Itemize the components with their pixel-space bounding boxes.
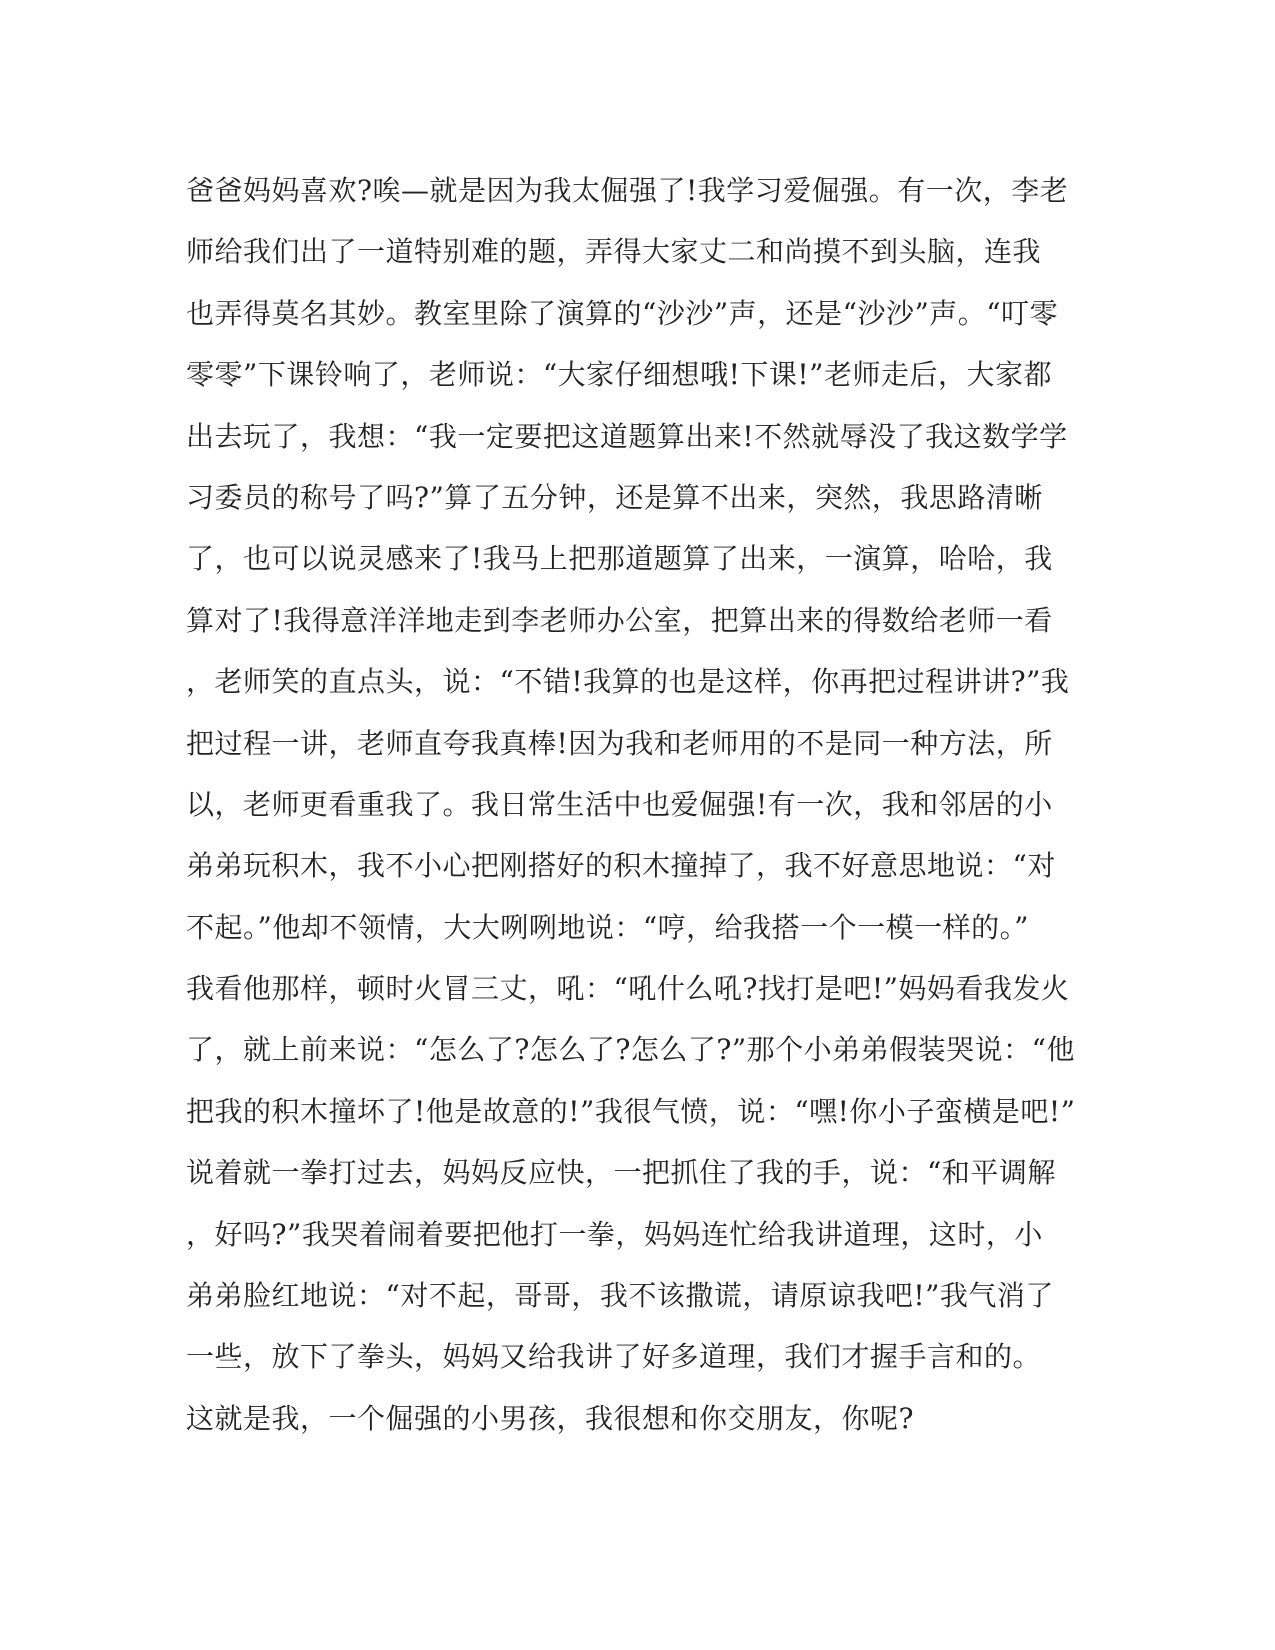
text-line: 也弄得莫名其妙。教室里除了演算的“沙沙”声，还是“沙沙”声。“叮零 <box>186 296 1059 330</box>
text-line: 弟弟脸红地说：“对不起，哥哥，我不该撒谎，请原谅我吧!”我气消了 <box>186 1279 1054 1313</box>
text-line: ，老师笑的直点头，说：“不错!我算的也是这样，你再把过程讲讲?”我 <box>186 665 1070 699</box>
text-line: 不起。”他却不领情，大大咧咧地说：“哼，给我搭一个一模一样的。” <box>186 910 1029 944</box>
text-line: 以，老师更看重我了。我日常生活中也爱倔强!有一次，我和邻居的小 <box>186 787 1053 821</box>
text-line: 一些，放下了拳头，妈妈又给我讲了好多道理，我们才握手言和的。 <box>186 1340 1042 1374</box>
text-line: 把过程一讲，老师直夸我真棒!因为我和老师用的不是同一种方法，所 <box>186 726 1053 760</box>
text-line: 把我的积木撞坏了!他是故意的!”我很气愤，说：“嘿!你小子蛮横是吧!” <box>186 1094 1076 1128</box>
text-line: ，好吗?”我哭着闹着要把他打一拳，妈妈连忙给我讲道理，这时，小 <box>186 1217 1043 1251</box>
text-line: 说着就一拳打过去，妈妈反应快，一把抓住了我的手，说：“和平调解 <box>186 1156 1056 1190</box>
text-line: 弟弟玩积木，我不小心把刚搭好的积木撞掉了，我不好意思地说：“对 <box>186 849 1056 883</box>
text-line: 这就是我，一个倔强的小男孩，我很想和你交朋友，你呢? <box>186 1401 915 1435</box>
text-line: 零零”下课铃响了，老师说：“大家仔细想哦!下课!”老师走后，大家都 <box>186 358 1052 392</box>
text-line: 了，也可以说灵感来了!我马上把那道题算了出来，一演算，哈哈，我 <box>186 542 1053 576</box>
text-line: 出去玩了，我想：“我一定要把这道题算出来!不然就辱没了我这数学学 <box>186 419 1068 453</box>
text-line: 师给我们出了一道特别难的题，弄得大家丈二和尚摸不到头脑，连我 <box>186 235 1042 269</box>
text-line: 爸爸妈妈喜欢?唉—就是因为我太倔强了!我学习爱倔强。有一次，李老 <box>186 174 1069 207</box>
text-line: 了，就上前来说：“怎么了?怎么了?怎么了?”那个小弟弟假装哭说：“他 <box>186 1033 1075 1067</box>
text-line: 算对了!我得意洋洋地走到李老师办公室，把算出来的得数给老师一看 <box>186 603 1053 637</box>
essay-body <box>186 160 1086 1449</box>
text-line: 我看他那样，顿时火冒三丈，吼：“吼什么吼?找打是吧!”妈妈看我发火 <box>186 972 1070 1006</box>
text-line: 习委员的称号了吗?”算了五分钟，还是算不出来，突然，我思路清晰 <box>186 480 1043 514</box>
